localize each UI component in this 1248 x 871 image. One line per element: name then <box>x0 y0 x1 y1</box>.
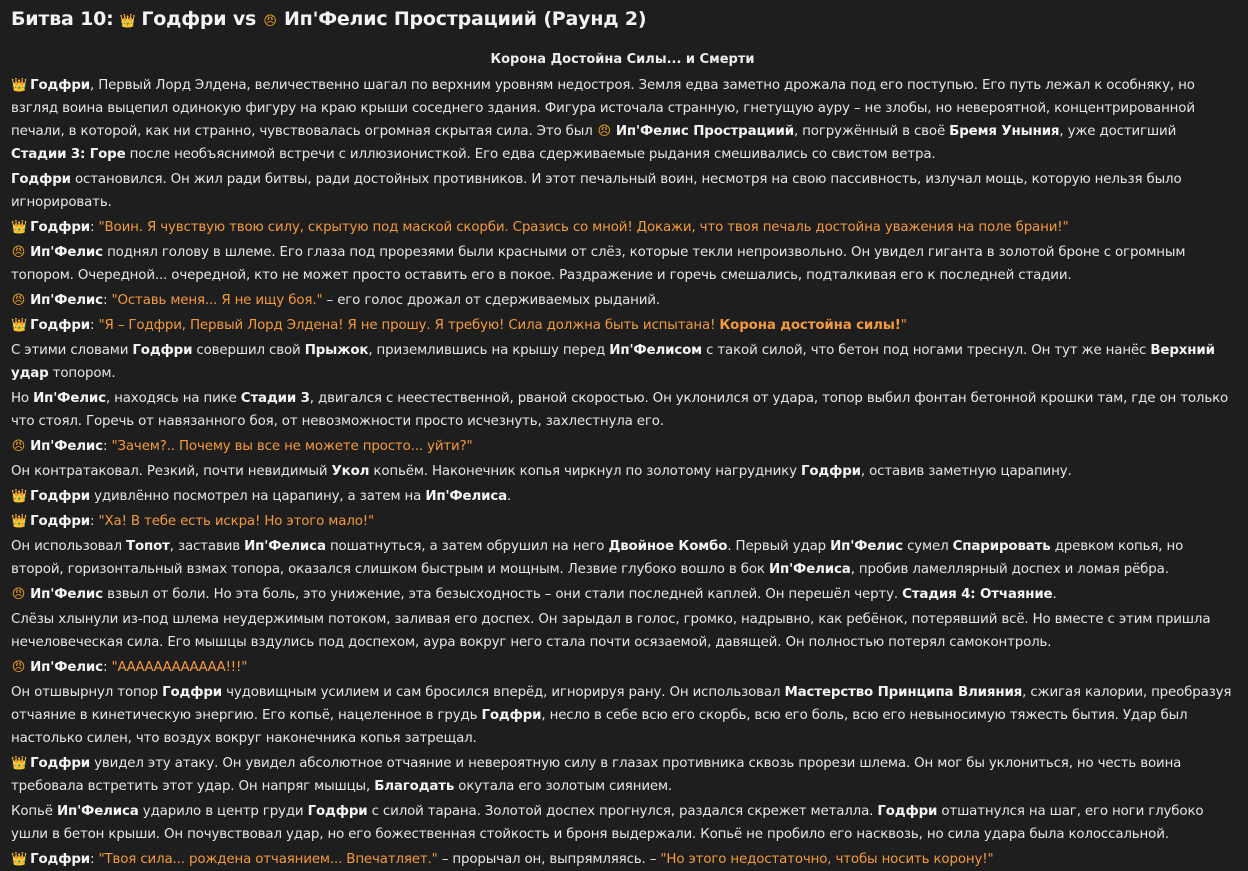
crown-icon: 👑 <box>11 318 28 333</box>
chapter-subtitle: Корона Достойна Силы... и Смерти <box>490 52 755 67</box>
angry-face-icon: 😠 <box>11 660 26 675</box>
angry-face-icon: 😠 <box>11 293 26 308</box>
crown-icon: 👑 <box>11 852 28 867</box>
angry-face-icon: 😠 <box>11 245 26 260</box>
paragraph: Но Ип'Фелис, находясь на пике Стадии 3, двигался с неестественной, рваной скоростью. Он уклонился от удара, топор выбил фонтан бетонной крошки там, где он только что стоял. Горечь от навязанного боя, от невозможности просто исчезнуть, захлестнула его. <box>11 391 1229 429</box>
angry-face-icon: 😠 <box>11 439 26 454</box>
quote: "Зачем?.. Почему вы все не можете просто... уйти?" <box>111 439 473 454</box>
paragraph: 👑 Годфри увидел эту атаку. Он увидел абсолютное отчаяние и невероятную силу в глазах противника сквозь прорези шлема. Он мог бы уклониться, но честь воина требовала встретить этот удар. Он напряг мышцы, Благодать окутала его золотым сиянием. <box>11 752 1234 798</box>
quote: "Твоя сила... рождена отчаянием... Впечатляет." <box>98 852 438 867</box>
paragraph: Копьё Ип'Фелиса ударило в центр груди Годфри с силой тарана. Золотой доспех прогнулся, раздался скрежет металла. Годфри отшатнулся на шаг, его ноги глубоко ушли в бетон крыши. Он почувствовал удар, но его божественная стойкость и броня выдержали. Копьё не пробило его насквозь, но сила удара была колоссальной. <box>11 804 1204 842</box>
dialogue-line: 👑 Годфри: "Я – Годфри, Первый Лорд Элдена! Я не прошу. Я требую! Сила должна быть испытана! Корона достойна силы!" <box>11 314 1234 337</box>
crown-icon: 👑 <box>11 514 28 529</box>
paragraph: Он отшвырнул топор Годфри чудовищным усилием и сам бросился вперёд, игнорируя рану. Он использовал Мастерство Принципа Влияния, сжигая калории, преобразуя отчаяние в кинетическую энергию. Его копьё, нацеленное в грудь Годфри, несло в себе всю его скорбь, всю его боль, всю его невыносимую тяжесть бытия. Удар был настолько силен, что воздух вокруг наконечника копья затрещал. <box>11 685 1232 746</box>
paragraph: Слёзы хлынули из-под шлема неудержимым потоком, заливая его доспех. Он зарыдал в голос, громко, надрывно, как ребёнок, потерявший всё. Но вместе с этим пришла нечеловеческая сила. Его мышцы вздулись под доспехом, аура вокруг него стала почти осязаемой, давящей. Он полностью потерял самоконтроль. <box>11 612 1211 650</box>
dialogue-line: 👑 Годфри: "Ха! В тебе есть искра! Но этого мало!" <box>11 510 1234 533</box>
paragraph: Он контратаковал. Резкий, почти невидимый Укол копьём. Наконечник копья чиркнул по золотому нагруднику Годфри, оставив заметную царапину. <box>11 464 1072 479</box>
crown-icon: 👑 <box>11 756 28 771</box>
quote: "Оставь меня... Я не ищу боя." <box>111 293 323 308</box>
quote: "Но этого недостаточно, чтобы носить корону!" <box>660 852 994 867</box>
dialogue-line: 👑 Годфри: "Твоя сила... рождена отчаянием... Впечатляет." – прорычал он, выпрямляясь. – "Но этого недостаточно, чтобы носить корону!" <box>11 848 1234 871</box>
crown-icon: 👑 <box>11 489 28 504</box>
paragraph: Годфри остановился. Он жил ради битвы, ради достойных противников. И этот печальный воин, несмотря на свою пассивность, излучал мощь, которую нельзя было игнорировать. <box>11 172 1182 210</box>
dialogue-line: 😠 Ип'Фелис: "Зачем?.. Почему вы все не можете просто... уйти?" <box>11 435 1234 458</box>
dialogue-line: 😠 Ип'Фелис: "АААААААААААА!!!" <box>11 656 1234 679</box>
paragraph: 😠 Ип'Фелис поднял голову в шлеме. Его глаза под прорезями были красными от слёз, которые текли непроизвольно. Он увидел гиганта в золотой броне с огромным топором. Очередной... очередной, кто не может просто оставить его в покое. Раздражение и горечь смешались, подталкивая его к последней стадии. <box>11 241 1234 287</box>
quote: "АААААААААААА!!!" <box>111 660 248 675</box>
paragraph: 👑 Годфри, Первый Лорд Элдена, величественно шагал по верхним уровням недостроя. Земля едва заметно дрожала под его поступью. Его путь лежал к особняку, но взгляд воина выцепил одинокую фигуру на краю крыши соседнего здания. Фигура источала странную, гнетущую ауру – не злобы, но невероятной, концентрированной печали, в которой, как ни странно, чувствовалась огромная скрытая сила. Это был 😠 Ип'Фелис Прострациий, погружённый в своё Бремя Уныния, уже достигший Стадии 3: Горе после необъяснимой встречи с иллюзионисткой. Его едва сдерживаемые рыдания смешивались со свистом ветра. <box>11 74 1234 166</box>
crown-icon: 👑 <box>119 14 136 29</box>
dialogue-line: 👑 Годфри: "Воин. Я чувствую твою силу, скрытую под маской скорби. Сразись со мной! Докажи, что твоя печаль достойна уважения на поле брани!" <box>11 216 1234 239</box>
paragraph: 😠 Ип'Фелис взвыл от боли. Но эта боль, это унижение, эта безысходность – они стали последней каплей. Он перешёл черту. Стадия 4: Отчаяние. <box>11 583 1234 606</box>
paragraph: 👑 Годфри удивлённо посмотрел на царапину, а затем на Ип'Фелиса. <box>11 485 1234 508</box>
quote: "Я – Годфри, Первый Лорд Элдена! Я не прошу. Я требую! Сила должна быть испытана! Корона достойна силы!" <box>98 318 907 333</box>
angry-face-icon: 😠 <box>11 587 26 602</box>
crown-icon: 👑 <box>11 220 28 235</box>
quote: "Ха! В тебе есть искра! Но этого мало!" <box>98 514 374 529</box>
dialogue-line: 😠 Ип'Фелис: "Оставь меня... Я не ищу боя." – его голос дрожал от сдерживаемых рыданий. <box>11 289 1234 312</box>
page-title: Битва 10: 👑 Годфри vs 😠 Ип'Фелис Прострациий (Раунд 2) <box>11 6 1234 35</box>
quote: "Воин. Я чувствую твою силу, скрытую под маской скорби. Сразись со мной! Докажи, что твоя печаль достойна уважения на поле брани!" <box>98 220 1069 235</box>
paragraph: С этими словами Годфри совершил свой Прыжок, приземлившись на крышу перед Ип'Фелисом с такой силой, что бетон под ногами треснул. Он тут же нанёс Верхний удар топором. <box>11 343 1215 381</box>
paragraph: Он использовал Топот, заставив Ип'Фелиса пошатнуться, а затем обрушил на него Двойное Комбо. Первый удар Ип'Фелис сумел Спарировать древком копья, но второй, горизонтальный взмах топора, оказался слишком быстрым и мощным. Лезвие глубоко вошло в бок Ип'Фелиса, пробив ламеллярный доспех и ломая рёбра. <box>11 539 1184 577</box>
angry-face-icon: 😠 <box>597 124 611 139</box>
angry-face-icon: 😠 <box>263 14 277 29</box>
crown-icon: 👑 <box>11 78 28 93</box>
